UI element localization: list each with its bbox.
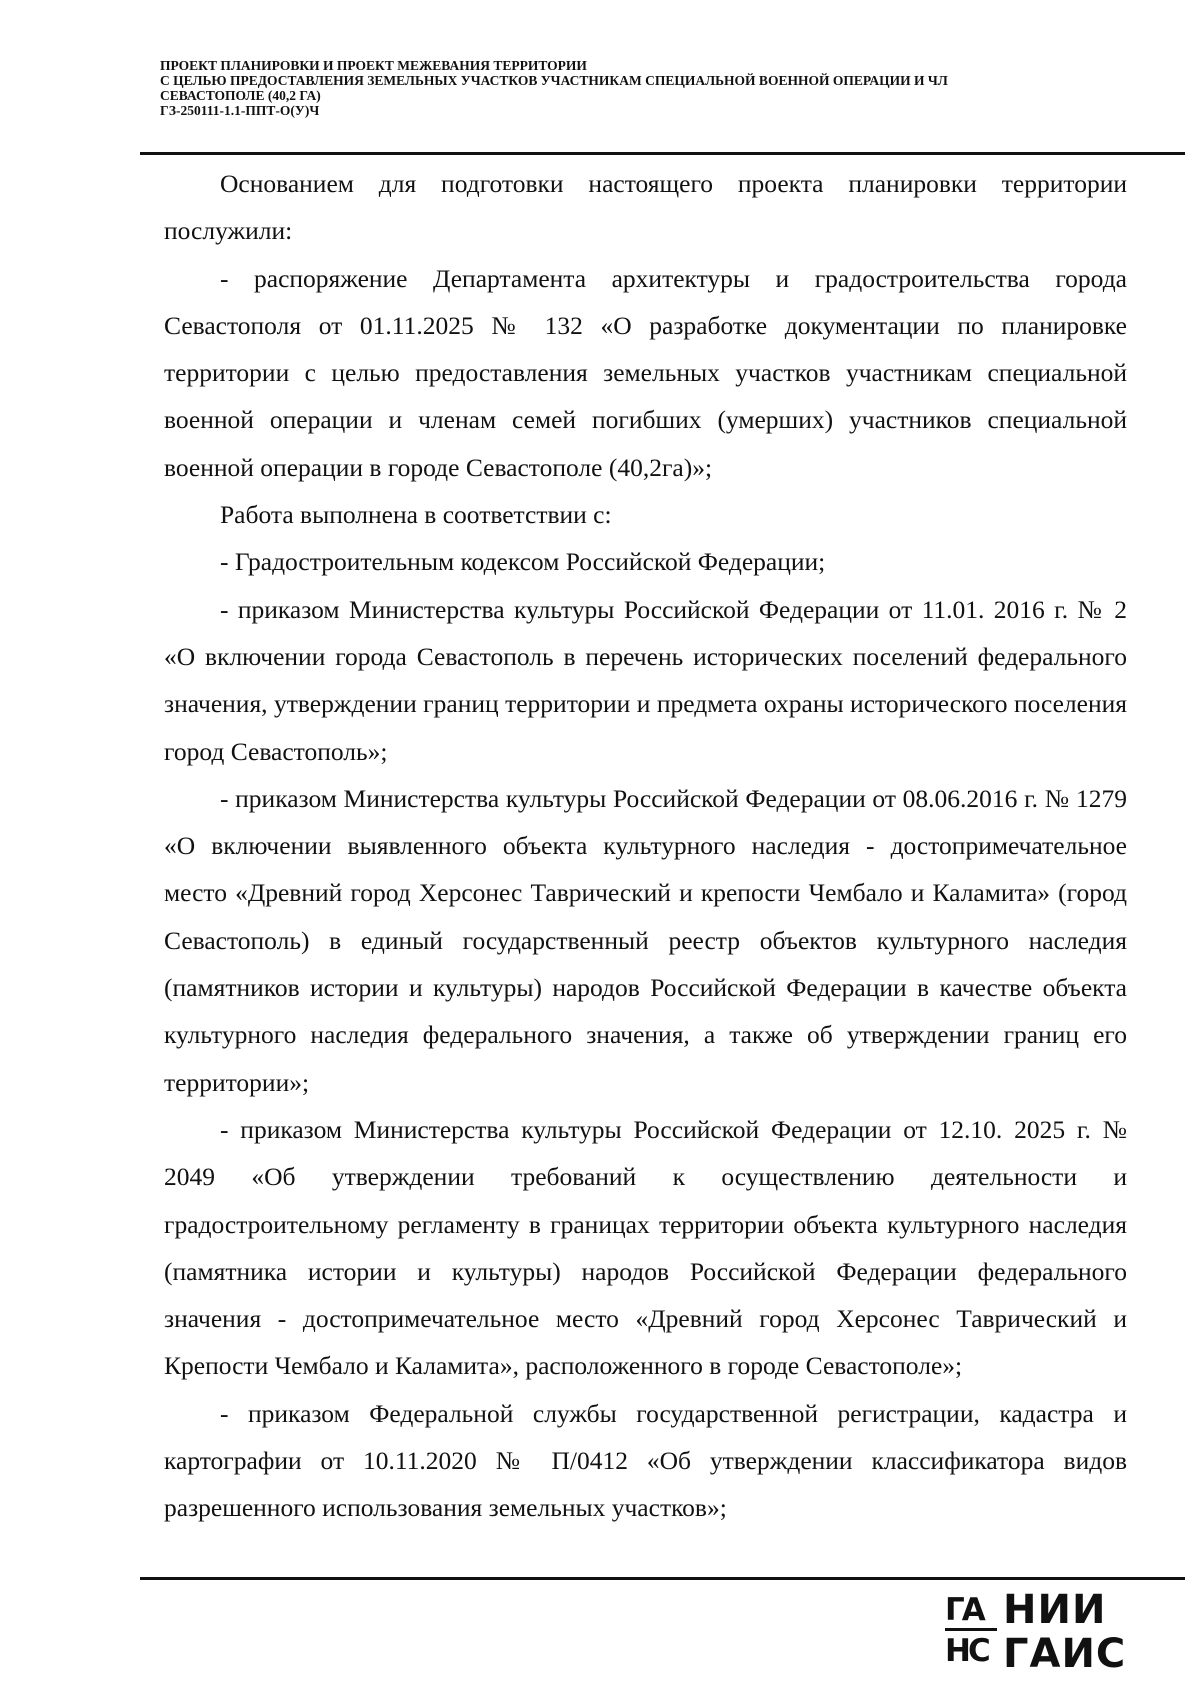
document-body — [164, 160, 1127, 1532]
paragraph-basis: Основанием для подготовки настоящего проекта планировки территории послужили: — [164, 169, 1127, 246]
logo-mark-bottom: НС — [945, 1628, 997, 1669]
logo-text-line-2: ГАИС — [1003, 1631, 1127, 1677]
logo-text-line-1: НИИ — [1003, 1587, 1107, 1633]
company-logo — [945, 1588, 1145, 1678]
paragraph-order-ministry-2016-06: - приказом Министерства культуры Российской Федерации от 08.06.2016 г. № 1279 «О включении выявленного объекта культурного наследия - достопримечательное место «Древний город Херсонес Таврический и крепости Чембало и Каламита» (город Севастополь) в единый государственный реестр объектов культурного наследия (памятников истории и культуры) народов Российской Федерации в качестве объекта культурного наследия федерального значения, а также об утверждении границ его территории»; — [164, 783, 1127, 1097]
paragraph-order-rosreestr: - приказом Федеральной службы государственной регистрации, кадастра и картографии от 10.11.2020 № П/0412 «Об утверждении классификатора видов разрешенного использования земельных участков»; — [164, 1398, 1127, 1523]
footer-divider — [140, 1577, 1185, 1580]
header-code: ГЗ-250111-1.1-ППТ-О(У)Ч — [160, 103, 320, 118]
paragraph-order-ministry-2016-01: - приказом Министерства культуры Российской Федерации от 11.01. 2016 г. № 2 «О включении города Севастополь в перечень исторических поселений федерального значения, утверждении границ территории и предмета охраны исторического поселения город Севастополь»; — [164, 594, 1127, 766]
header-line-1: ПРОЕКТ ПЛАНИРОВКИ И ПРОЕКТ МЕЖЕВАНИЯ ТЕРРИТОРИИ — [160, 58, 587, 73]
paragraph-compliance-intro: Работа выполнена в соответствии с: — [220, 500, 612, 530]
logo-mark — [945, 1592, 997, 1672]
header-line-3: СЕВАСТОПОЛЕ (40,2 ГА) — [160, 88, 321, 103]
logo-wordmark — [1003, 1588, 1143, 1676]
header-line-2: С ЦЕЛЬЮ ПРЕДОСТАВЛЕНИЯ ЗЕМЕЛЬНЫХ УЧАСТКОВ УЧАСТНИКАМ СПЕЦИАЛЬНОЙ ВОЕННОЙ ОПЕРАЦИИ И ЧЛ — [160, 73, 948, 88]
paragraph-urban-code: - Градостроительным кодексом Российской Федерации; — [220, 547, 826, 577]
document-header — [160, 58, 1190, 118]
header-divider — [140, 152, 1185, 155]
paragraph-order-ministry-2025: - приказом Министерства культуры Российской Федерации от 12.10. 2025 г. № 2049 «Об утверждении требований к осуществлению деятельности и градостроительному регламенту в границах территории объекта культурного наследия (памятника истории и культуры) народов Российской Федерации федерального значения - достопримечательное место «Древний город Херсонес Таврический и Крепости Чембало и Каламита», расположенного в городе Севастополе»; — [164, 1114, 1127, 1381]
paragraph-order-department: - распоряжение Департамента архитектуры и градостроительства города Севастополя от 01.11.2025 № 132 «О разработке документации по планировке территории с целью предоставления земельных участков участникам специальной военной операции и членам семей погибших (умерших) участников специальной военной операции в городе Севастополе (40,2га)»; — [164, 263, 1127, 482]
logo-mark-top: ГА — [945, 1592, 983, 1628]
